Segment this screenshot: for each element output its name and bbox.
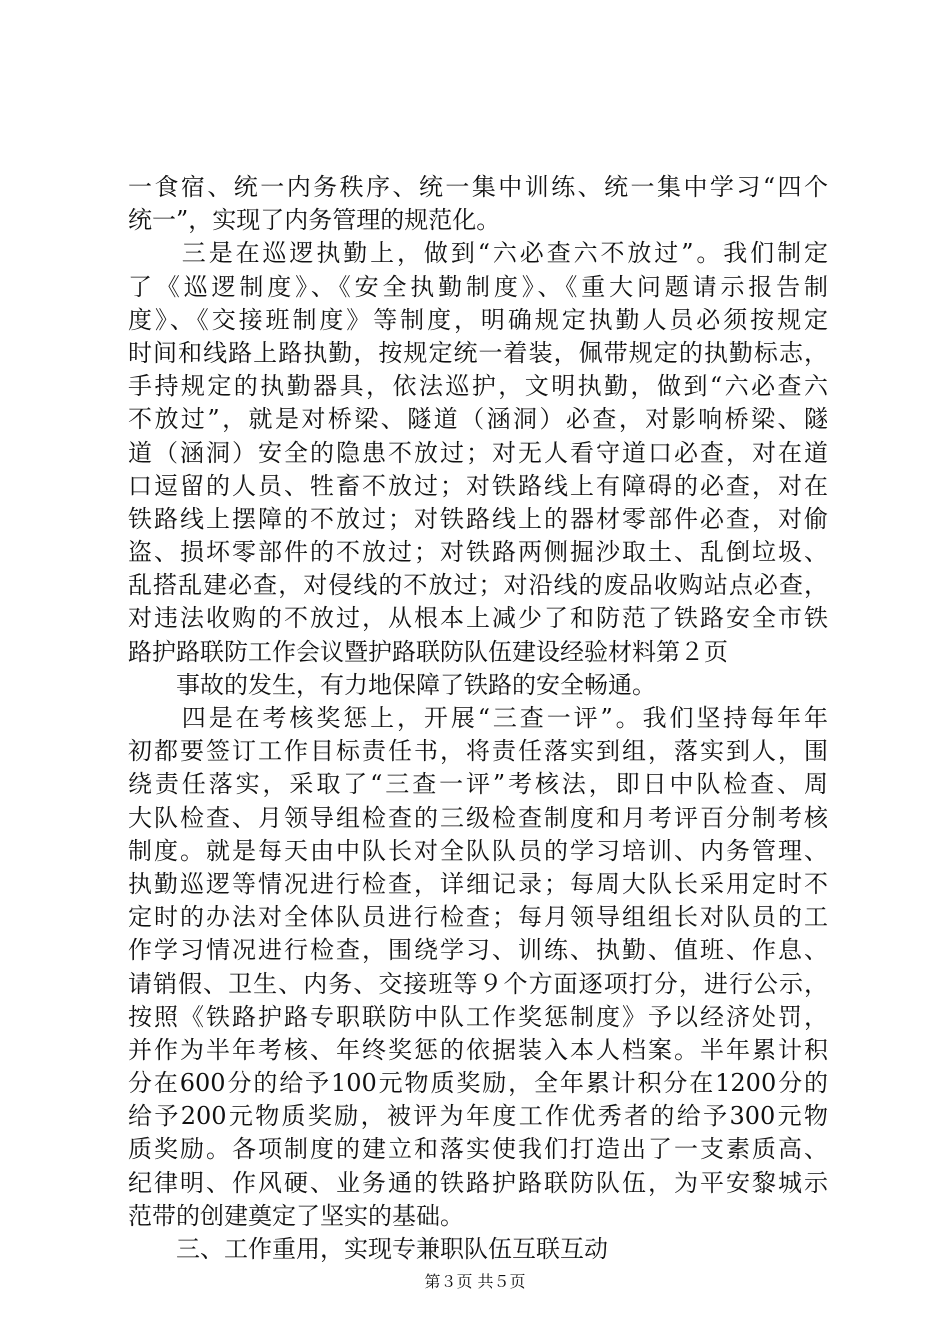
- text-line: 度》、《交接班制度》等制度，明确规定执勤人员必须按规定: [128, 305, 828, 334]
- text-line: 统一”，实现了内务管理的规范化。: [128, 206, 501, 235]
- text-line: 三、工作重用，实现专兼职队伍互联互动: [128, 1235, 608, 1263]
- text-line: 执勤巡逻等情况进行检查，详细记录；每周大队长采用定时不: [128, 869, 828, 898]
- text-line: 乱搭乱建必查，对侵线的不放过；对沿线的废品收购站点必查，: [128, 571, 828, 600]
- text-line: 一食宿、统一内务秩序、统一集中训练、统一集中学习“四个: [128, 173, 828, 201]
- text-line: 三是在巡逻执勤上，做到“六必查六不放过”。我们制定: [128, 239, 828, 268]
- text-line: 纪律明、作风硬、业务通的铁路护路联防队伍，为平安黎城示: [128, 1168, 828, 1197]
- text-line: 不放过”，就是对桥梁、隧道（涵洞）必查，对影响桥梁、隧: [128, 405, 828, 434]
- document-body: [128, 171, 828, 1266]
- text-line: 四是在考核奖惩上，开展“三查一评”。我们坚持每年年: [128, 704, 828, 732]
- text-line: 事故的发生，有力地保障了铁路的安全畅通。: [128, 670, 656, 699]
- text-line: 作学习情况进行检查，围绕学习、训练、执勤、值班、作息、: [128, 936, 828, 965]
- page-footer: 第３页 共５页: [424, 1272, 526, 1291]
- text-line: 时间和线路上路执勤，按规定统一着装，佩带规定的执勤标志，: [128, 338, 828, 367]
- text-line: 请销假、卫生、内务、交接班等９个方面逐项打分，进行公示，: [128, 969, 828, 998]
- text-line: 道（涵洞）安全的隐患不放过；对无人看守道口必查，对在道: [128, 438, 828, 467]
- text-line: 分在600分的给予100元物质奖励，全年累计积分在1200分的: [128, 1069, 828, 1098]
- text-line: 给予200元物质奖励，被评为年度工作优秀者的给予300元物: [128, 1102, 828, 1131]
- text-line: 绕责任落实，采取了“三查一评”考核法，即日中队检查、周: [128, 770, 828, 799]
- text-line: 初都要签订工作目标责任书，将责任落实到组，落实到人，围: [128, 737, 828, 766]
- text-line: 质奖励。各项制度的建立和落实使我们打造出了一支素质高、: [128, 1135, 828, 1164]
- text-line: 定时的办法对全体队员进行检查；每月领导组组长对队员的工: [128, 903, 828, 932]
- text-line: 按照《铁路护路专职联防中队工作奖惩制度》予以经济处罚，: [128, 1002, 828, 1031]
- text-line: 对违法收购的不放过，从根本上减少了和防范了铁路安全市铁: [128, 604, 828, 633]
- text-line: 盗、损坏零部件的不放过；对铁路两侧掘沙取土、乱倒垃圾、: [128, 538, 828, 567]
- text-line: 制度。就是每天由中队长对全队队员的学习培训、内务管理、: [128, 836, 828, 865]
- text-line: 路护路联防工作会议暨护路联防队伍建设经验材料第２页: [128, 637, 728, 666]
- text-line: 铁路线上摆障的不放过；对铁路线上的器材零部件必查，对偷: [128, 504, 828, 533]
- text-line: 范带的创建奠定了坚实的基础。: [128, 1201, 464, 1230]
- text-line: 并作为半年考核、年终奖惩的依据装入本人档案。半年累计积: [128, 1035, 828, 1064]
- text-line: 大队检查、月领导组检查的三级检查制度和月考评百分制考核: [128, 803, 828, 832]
- text-line: 了《巡逻制度》、《安全执勤制度》、《重大问题请示报告制: [128, 272, 828, 301]
- text-line: 手持规定的执勤器具，依法巡护，文明执勤，做到“六必查六: [128, 372, 828, 401]
- text-line: 口逗留的人员、牲畜不放过；对铁路线上有障碍的必查，对在: [128, 471, 828, 500]
